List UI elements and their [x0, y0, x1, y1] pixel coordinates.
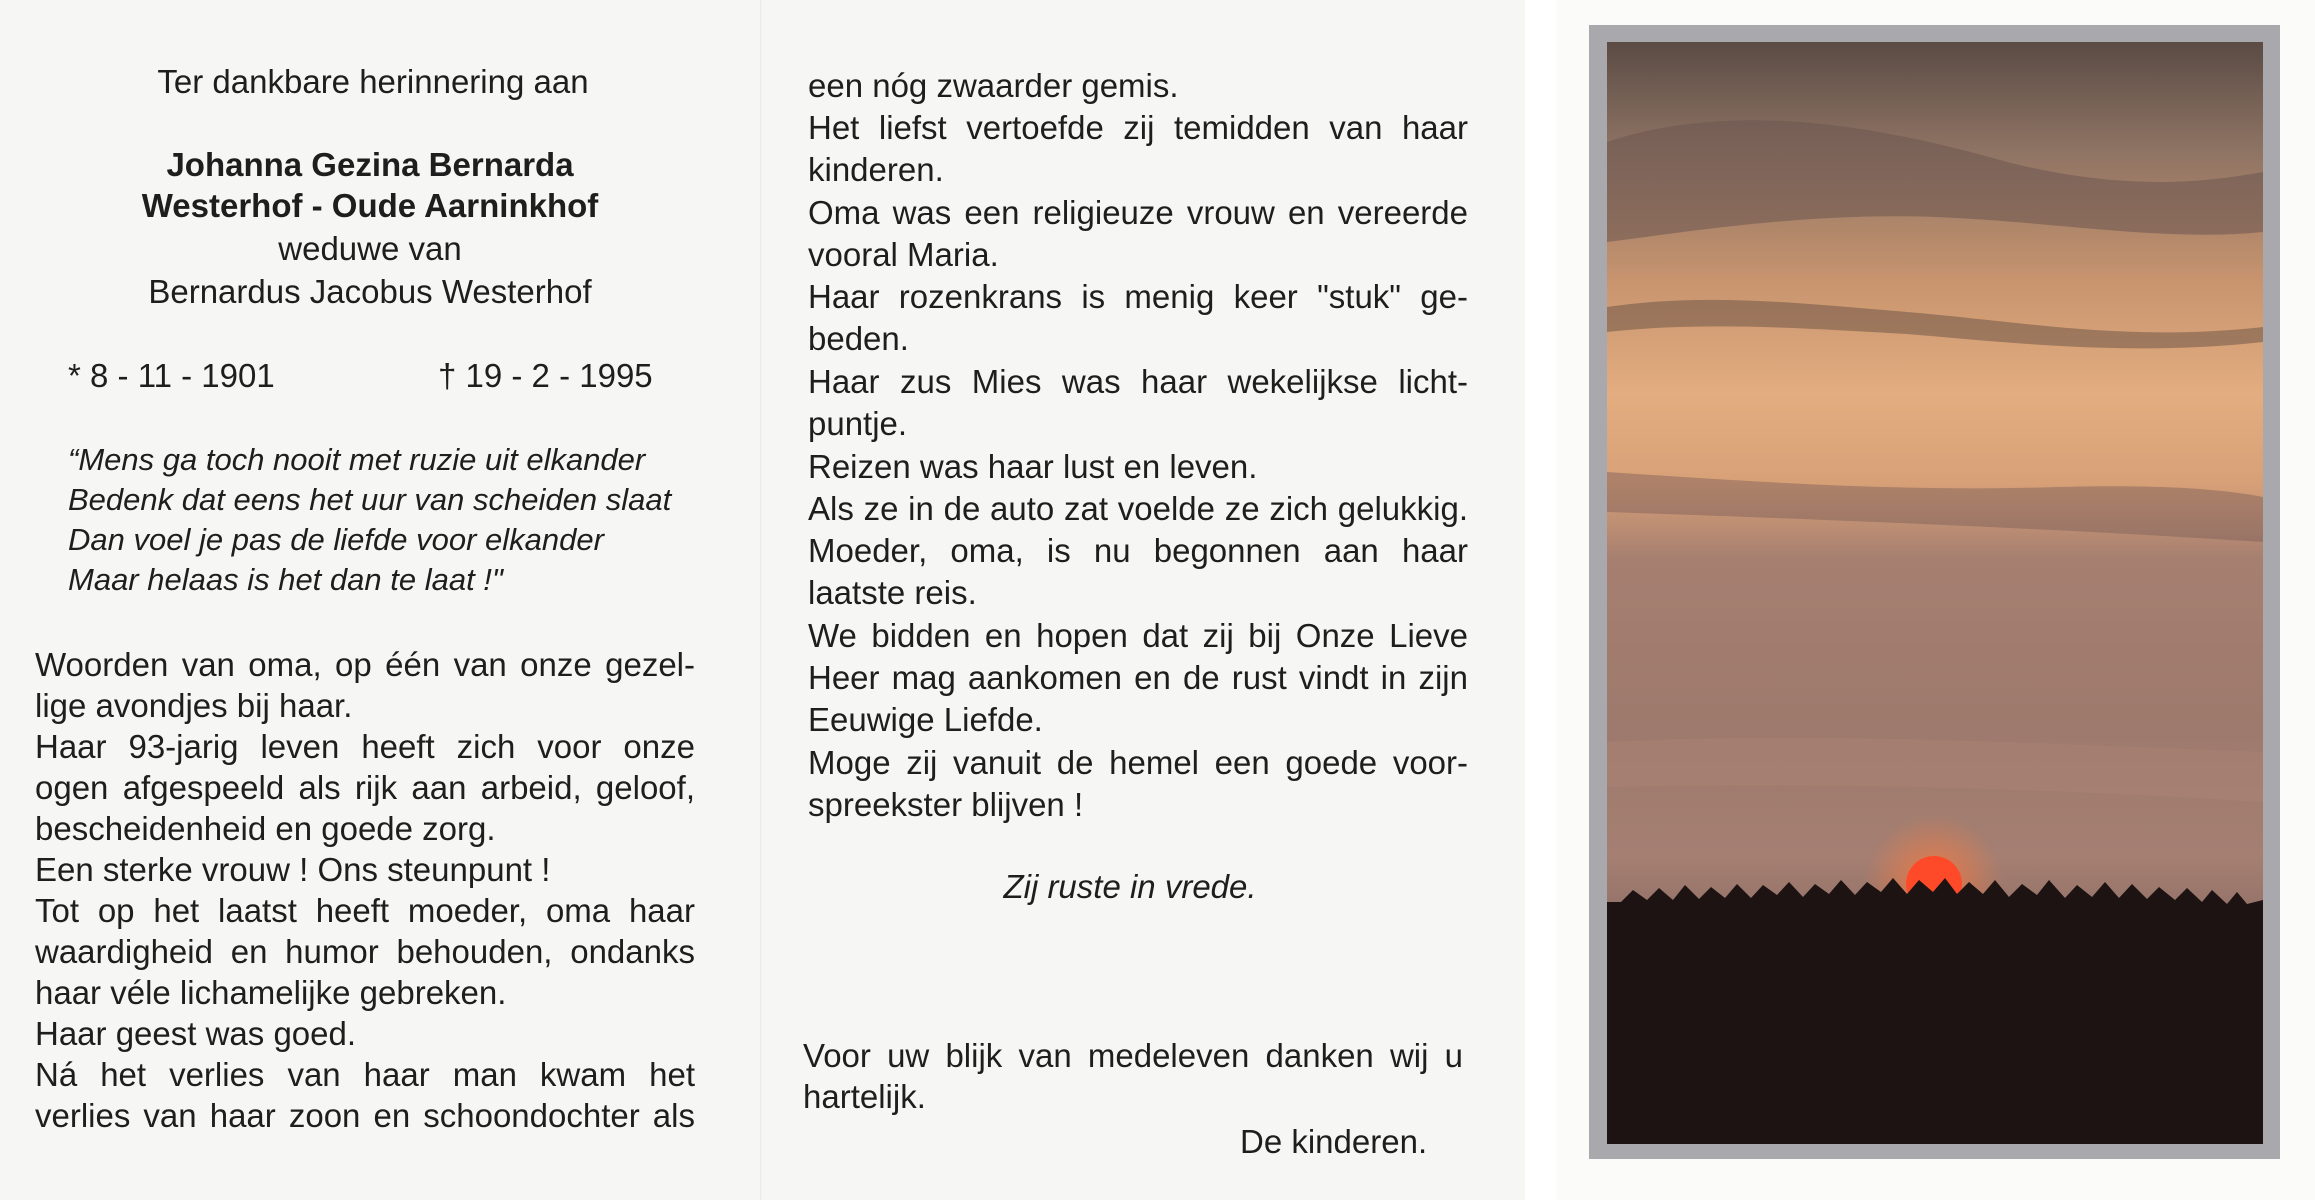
death-date: † 19 - 2 - 1995 — [438, 357, 653, 394]
body-line: Haar geest was goed. — [35, 1015, 357, 1052]
body-line: Het liefst vertoefde zij temidden van haar — [808, 109, 1468, 146]
body-line: Haar 93-jarig leven heeft zich voor onze — [35, 728, 695, 765]
body-line: lige avondjes bij haar. — [35, 687, 353, 724]
body-line: Tot op het laatst heeft moeder, oma haar — [35, 892, 695, 929]
body-line: Als ze in de auto zat voelde ze zich gelukkig. — [808, 490, 1468, 527]
poem-line: Maar helaas is het dan te laat !" — [68, 562, 503, 597]
body-line: Oma was een religieuze vrouw en vereerde — [808, 194, 1468, 231]
body-line: Moeder, oma, is nu begonnen aan haar — [808, 532, 1468, 569]
body-line: Moge zij vanuit de hemel een goede voor- — [808, 744, 1468, 781]
body-line: Haar zus Mies was haar wekelijkse licht- — [808, 363, 1468, 400]
body-line: haar véle lichamelijke gebreken. — [35, 974, 507, 1011]
body-line: Woorden van oma, op één van onze gezel- — [35, 646, 695, 683]
thanks-line: Voor uw blijk van medeleven danken wij u — [803, 1037, 1463, 1074]
body-line: Reizen was haar lust en leven. — [808, 448, 1258, 485]
body-line: beden. — [808, 320, 909, 357]
body-line: Een sterke vrouw ! Ons steunpunt ! — [35, 851, 551, 888]
body-line: waardigheid en humor behouden, ondanks — [35, 933, 695, 970]
body-line: spreekster blijven ! — [808, 786, 1084, 823]
body-line: verlies van haar zoon en schoondochter als — [35, 1097, 695, 1134]
widow-of-text: weduwe van — [278, 230, 462, 267]
signature: De kinderen. — [1240, 1123, 1428, 1160]
poem-line: Dan voel je pas de liefde voor elkander — [68, 522, 604, 557]
treeline — [1607, 878, 2263, 1144]
body-line: Ná het verlies van haar man kwam het — [35, 1056, 695, 1093]
sunset-image — [1607, 42, 2263, 1144]
body-line: Eeuwige Liefde. — [808, 701, 1043, 738]
poem-line: Bedenk dat eens het uur van scheiden slaat — [68, 482, 672, 517]
header-text: Ter dankbare herinnering aan — [157, 63, 589, 100]
body-line: We bidden en hopen dat zij bij Onze Lieve — [808, 617, 1468, 654]
sunset-photo — [1607, 42, 2263, 1144]
spouse-name: Bernardus Jacobus Westerhof — [148, 273, 592, 310]
body-line: puntje. — [808, 405, 908, 442]
body-line: een nóg zwaarder gemis. — [808, 67, 1179, 104]
birth-date: * 8 - 11 - 1901 — [68, 357, 275, 394]
body-line: Haar rozenkrans is menig keer "stuk" ge- — [808, 278, 1468, 315]
body-line: Heer mag aankomen en de rust vindt in zijn — [808, 659, 1468, 696]
poem-line: “Mens ga toch nooit met ruzie uit elkander — [68, 442, 646, 477]
body-line: ogen afgespeeld als rijk aan arbeid, geloof, — [35, 769, 695, 806]
body-line: laatste reis. — [808, 574, 977, 611]
body-line: bescheidenheid en goede zorg. — [35, 810, 496, 847]
thanks-line: hartelijk. — [803, 1078, 926, 1115]
body-line: kinderen. — [808, 151, 944, 188]
deceased-name-line2: Westerhof - Oude Aarninkhof — [141, 187, 599, 224]
body-line: vooral Maria. — [808, 236, 999, 273]
deceased-name-line1: Johanna Gezina Bernarda — [166, 146, 574, 183]
rest-in-peace: Zij ruste in vrede. — [1003, 868, 1257, 905]
